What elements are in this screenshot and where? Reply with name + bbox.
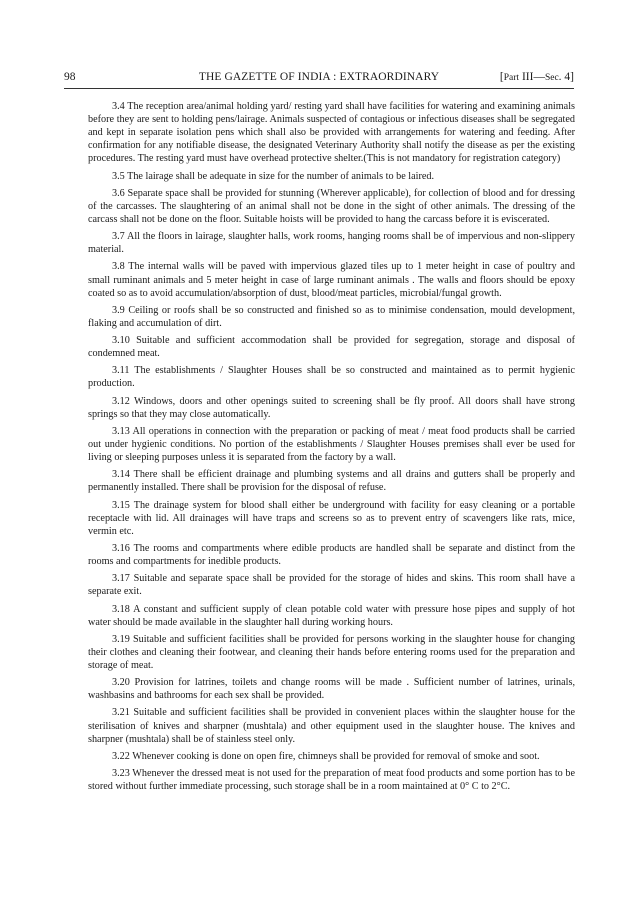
part-number: III [519, 71, 534, 83]
paragraph-3-6: 3.6 Separate space shall be provided for stunning (Wherever applicable), for collection of blood and for dressing of the carcasses. The slaughtering of an animal shall not be done in the sight of other animals. The dressing of the carcass shall not be done on the floor. Suitable hoists will be provided to hang the carcass before it is eviscerated. [88, 187, 575, 225]
paragraph-3-12: 3.12 Windows, doors and other openings suited to screening shall be fly proof. All doors shall have strong springs so that they may close automatically. [88, 395, 575, 420]
part-open-bracket: [ [499, 71, 504, 83]
paragraph-3-5: 3.5 The lairage shall be adequate in size for the number of animals to be laired. [112, 170, 435, 182]
part-section-label [500, 70, 574, 85]
paragraph-3-14: 3.14 There shall be efficient drainage and plumbing systems and all drains and gutters shall be properly and permanently installed. There shall be provision for the disposal of refuse. [88, 469, 575, 494]
paragraph-3-18: 3.18 A constant and sufficient supply of clean potable cold water with pressure hose pipes and supply of hot water should be made available in the slaughter hall during working hours. [88, 603, 575, 628]
paragraph-3-9: 3.9 Ceiling or roofs shall be so constructed and finished so as to minimise condensation, mould development, flaking and accumulation of dirt. [88, 304, 575, 329]
paragraph-3-17: 3.17 Suitable and separate space shall be provided for the storage of hides and skins. This room shall have a separate exit. [88, 573, 575, 598]
header-divider [64, 88, 574, 89]
gazette-title: THE GAZETTE OF INDIA : EXTRAORDINARY [198, 71, 440, 83]
paragraph-3-4: 3.4 The reception area/animal holding yard/ resting yard shall have facilities for watering and examining animals before they are sent to holding pens/lairage. Animals suspected of contagious or infectious diseases shall be segregated and kept in separate isolation pens which shall also be provided with arrangements for watering and feeding. After confirmation for any notifiable disease, the designated Veterinary Authority shall notify the disease as per the existing procedures. The resting yard must have overhead protective shelter.(This is not mandatory for registration category) [88, 101, 575, 165]
paragraph-3-16: 3.16 The rooms and compartments where edible products are handled shall be separate and distinct from the rooms and compartments for inedible products. [88, 542, 575, 568]
paragraph-3-15: 3.15 The drainage system for blood shall either be underground with facility for easy cleaning or a portable receptacle with lid. All drainages will have traps and screens so as to prevent entry of scavengers like rats, mice, vermin etc. [88, 499, 575, 537]
document-body [88, 100, 575, 797]
paragraph-3-10: 3.10 Suitable and sufficient accommodation shall be provided for segregation, storage and disposal of condemned meat. [88, 335, 575, 360]
section-label: Sec [544, 73, 559, 83]
paragraph-3-20: 3.20 Provision for latrines, toilets and change rooms will be made . Sufficient number of latrines, urinals, washbasins and bathrooms for each sex shall be provided. [88, 677, 575, 702]
paragraph-3-23: 3.23 Whenever the dressed meat is not used for the preparation of meat food products and some portion has to be stored without further immediate processing, such storage shall be in a room maintained at 0° C to 2°C. [88, 768, 575, 793]
section-number: . 4] [558, 71, 574, 83]
paragraph-3-13: 3.13 All operations in connection with the preparation or packing of meat / meat food products shall be carried out under hygienic conditions. No portion of the establishments / Slaughter Houses premises shall ever be used for living or sleeping purposes unless it is separated from the factory by a wall. [88, 425, 575, 464]
page-number: 98 [64, 71, 76, 83]
paragraph-3-8: 3.8 The internal walls will be paved with impervious glazed tiles up to 1 meter height in case of poultry and small ruminant animals and 5 meter height in case of large ruminant animals . The walls and floors should be epoxy coated so as to avoid accumulation/absorption of dust, blood/meat particles, microbial/fungal growth. [88, 261, 575, 299]
paragraph-3-22: 3.22 Whenever cooking is done on open fire, chimneys shall be provided for removal of smoke and soot. [112, 750, 540, 762]
paragraph-3-7: 3.7 All the floors in lairage, slaughter halls, work rooms, hanging rooms shall be of impervious and non-slippery material. [88, 231, 575, 256]
page-header [64, 70, 574, 84]
paragraph-3-19: 3.19 Suitable and sufficient facilities shall be provided for persons working in the slaughter house for changing their clothes and cleaning their footwear, and cleaning their hands before entering rooms used for the preparation and storage of meat. [88, 633, 575, 671]
paragraph-3-11: 3.11 The establishments / Slaughter Houses shall be so constructed and maintained as to permit hygienic production. [88, 365, 575, 390]
part-label: Part [503, 73, 520, 83]
paragraph-3-21: 3.21 Suitable and sufficient facilities shall be provided in convenient places within the slaughter house for the sterilisation of knives and sharpner (mushtala) and other equipment used in the slaughter house. The knives and sharpner (mushtala) shall be of stainless steel only. [88, 707, 575, 745]
part-dash: — [533, 71, 545, 83]
